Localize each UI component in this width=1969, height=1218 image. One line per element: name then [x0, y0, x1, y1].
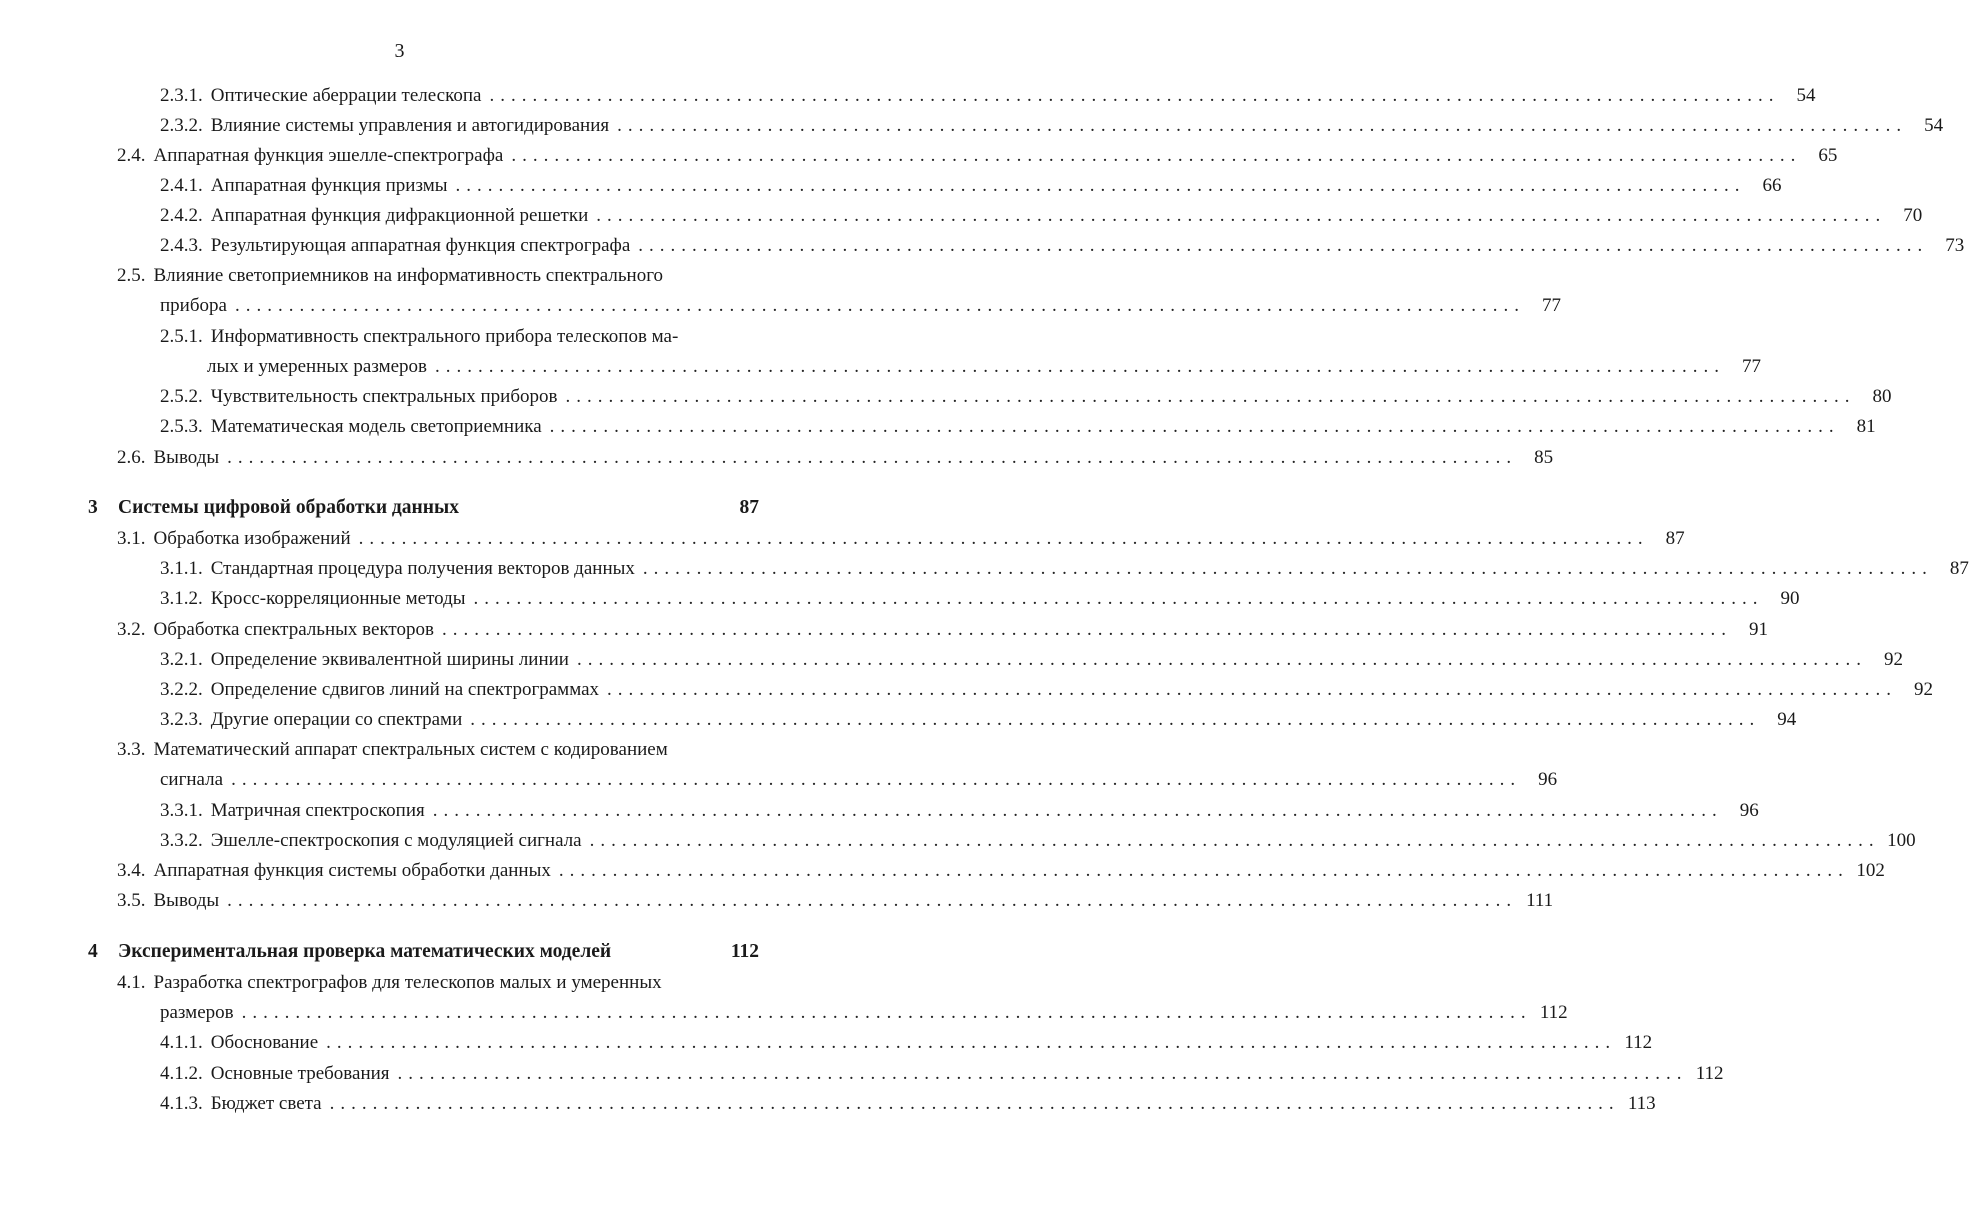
toc-entry-3-3-1: [160, 796, 1759, 826]
entry-page: 73: [1945, 235, 1965, 256]
entry-page: 102: [1856, 860, 1885, 881]
toc-entry-2-4-1: [160, 171, 1782, 201]
entry-title: Стандартная процедура получения векторов данных: [210, 558, 635, 579]
dot-leader: ........................................................................................................................: [441, 619, 1732, 640]
entry-number: 3.2.1.: [160, 649, 203, 670]
entry-number: 3.2.2.: [160, 679, 203, 700]
entry-page: 77: [1742, 356, 1762, 377]
dot-leader: ........................................................................................................................: [489, 85, 1780, 106]
entry-title: Разработка спектрографов для телескопов малых и умеренных: [153, 972, 662, 993]
toc-chapter-3: [88, 492, 759, 524]
entry-page: 112: [1624, 1032, 1653, 1053]
entry-number: 2.5.: [117, 265, 146, 286]
dot-leader: ........................................................................................................................: [638, 235, 1929, 256]
entry-title: Другие операции со спектрами: [210, 709, 463, 730]
entry-title: Оптические аберрации телескопа: [210, 85, 482, 106]
toc-entry-3-3-line2: [160, 765, 1558, 795]
entry-title: Чувствительность спектральных приборов: [210, 386, 558, 407]
entry-page: 90: [1780, 588, 1800, 609]
toc-entry-4-1-line1: [117, 968, 759, 998]
toc-entry-3-5: [117, 886, 1554, 916]
dot-leader: ........................................................................................................................: [435, 356, 1726, 377]
entry-title: Матричная спектроскопия: [210, 800, 425, 821]
entry-title: Влияние системы управления и автогидирования: [210, 115, 610, 136]
entry-page: 91: [1748, 619, 1768, 640]
entry-number: 3.2.: [117, 619, 146, 640]
entry-title: Определение эквивалентной ширины линии: [210, 649, 569, 670]
entry-title: Эшелле-спектроскопия с модуляцией сигнала: [210, 830, 582, 851]
entry-page: 112: [1695, 1063, 1724, 1084]
dot-leader: ........................................................................................................................: [432, 800, 1723, 821]
toc-entry-2-3-2: [160, 111, 1944, 141]
dot-leader: ........................................................................................................................: [642, 558, 1933, 579]
chapter-title: Экспериментальная проверка математических моделей: [118, 941, 612, 962]
entry-page: 100: [1887, 830, 1916, 851]
toc-entry-2-5-2: [160, 382, 1892, 412]
toc-entry-2-4-3: [160, 231, 1965, 261]
entry-number: 3.3.1.: [160, 800, 203, 821]
entry-page: 96: [1538, 769, 1558, 790]
chapter-page: 112: [730, 941, 759, 962]
dot-leader: ........................................................................................................................: [234, 295, 1525, 316]
toc-entry-3-2-3: [160, 705, 1797, 735]
entry-number: 3.5.: [117, 890, 146, 911]
entry-number: 2.3.1.: [160, 85, 203, 106]
entry-page: 70: [1903, 205, 1923, 226]
entry-number: 2.4.3.: [160, 235, 203, 256]
entry-title: Результирующая аппаратная функция спектрографа: [210, 235, 631, 256]
toc-chapter-4: [88, 936, 759, 968]
entry-number: 3.4.: [117, 860, 146, 881]
toc-entry-2-5-1-line1: [160, 322, 759, 352]
entry-page: 113: [1627, 1093, 1656, 1114]
entry-number: 3.3.: [117, 739, 146, 760]
toc-entry-2-5-line2: [160, 291, 1561, 321]
dot-leader: ........................................................................................................................: [565, 386, 1856, 407]
toc-entry-3-1: [117, 524, 1685, 554]
entry-title: Аппаратная функция призмы: [210, 175, 448, 196]
entry-page: 66: [1762, 175, 1782, 196]
chapter-number: 4: [88, 941, 98, 962]
toc-entry-3-2-2: [160, 675, 1934, 705]
dot-leader: ........................................................................................................................: [397, 1063, 1688, 1084]
entry-number: 3.3.2.: [160, 830, 203, 851]
toc-entry-4-1-2: [160, 1059, 1724, 1089]
toc-entry-4-1-1: [160, 1028, 1653, 1058]
toc-entry-4-1-line2: [160, 998, 1568, 1028]
dot-leader: ........................................................................................................................: [227, 890, 1518, 911]
entry-page: 85: [1534, 447, 1554, 468]
chapter-number: 3: [88, 497, 98, 518]
dot-leader: ........................................................................................................................: [558, 860, 1849, 881]
dot-leader: ........................................................................................................................: [358, 528, 1649, 549]
entry-title: Аппаратная функция эшелле-спектрографа: [153, 145, 504, 166]
entry-page: 54: [1924, 115, 1944, 136]
entry-title: Бюджет света: [210, 1093, 322, 1114]
entry-number: 3.1.2.: [160, 588, 203, 609]
entry-title: Информативность спектрального прибора телескопов ма-: [210, 326, 679, 347]
entry-number: 3.1.1.: [160, 558, 203, 579]
dot-leader: ........................................................................................................................: [326, 1032, 1617, 1053]
dot-leader: ........................................................................................................................: [473, 588, 1764, 609]
entry-number: 2.5.1.: [160, 326, 203, 347]
dot-leader: ........................................................................................................................: [227, 447, 1518, 468]
entry-number: 2.5.3.: [160, 416, 203, 437]
toc-entry-3-3-line1: [117, 735, 759, 765]
toc-entry-2-4: [117, 141, 1838, 171]
entry-title-continued: сигнала: [160, 769, 224, 790]
entry-number: 2.3.2.: [160, 115, 203, 136]
entry-page: 80: [1872, 386, 1892, 407]
entry-number: 4.1.1.: [160, 1032, 203, 1053]
entry-title: Обоснование: [210, 1032, 319, 1053]
entry-number: 2.4.1.: [160, 175, 203, 196]
entry-title: Влияние светоприемников на информативность спектрального: [153, 265, 664, 286]
entry-page: 111: [1526, 890, 1554, 911]
page-number: 3: [394, 40, 405, 62]
dot-leader: ........................................................................................................................: [455, 175, 1746, 196]
toc-entry-2-5-1-line2: [207, 352, 1762, 382]
dot-leader: ........................................................................................................................: [607, 679, 1898, 700]
chapter-title: Системы цифровой обработки данных: [118, 497, 459, 518]
entry-page: 54: [1796, 85, 1816, 106]
entry-title: Аппаратная функция дифракционной решетки: [210, 205, 589, 226]
entry-title: Выводы: [153, 447, 220, 468]
entry-number: 2.6.: [117, 447, 146, 468]
toc-entry-2-4-2: [160, 201, 1923, 231]
dot-leader: ........................................................................................................................: [231, 769, 1522, 790]
entry-number: 4.1.2.: [160, 1063, 203, 1084]
dot-leader: ........................................................................................................................: [596, 205, 1887, 226]
toc-entry-4-1-3: [160, 1089, 1656, 1119]
entry-page: 77: [1541, 295, 1561, 316]
dot-leader: ........................................................................................................................: [329, 1093, 1620, 1114]
entry-number: 2.4.2.: [160, 205, 203, 226]
entry-title-continued: размеров: [160, 1002, 234, 1023]
entry-title: Аппаратная функция системы обработки данных: [153, 860, 551, 881]
entry-page: 112: [1539, 1002, 1568, 1023]
entry-page: 87: [1665, 528, 1685, 549]
entry-page: 87: [1949, 558, 1969, 579]
entry-number: 4.1.3.: [160, 1093, 203, 1114]
toc-entry-2-5-3: [160, 412, 1876, 442]
dot-leader: ........................................................................................................................: [470, 709, 1761, 730]
entry-number: 3.1.: [117, 528, 146, 549]
entry-page: 96: [1739, 800, 1759, 821]
chapter-page: 87: [739, 497, 759, 518]
toc-entry-3-2: [117, 615, 1768, 645]
entry-title-continued: прибора: [160, 295, 227, 316]
entry-title: Обработка изображений: [153, 528, 351, 549]
toc-entry-3-3-2: [160, 826, 1916, 856]
entry-number: 4.1.: [117, 972, 146, 993]
entry-title: Обработка спектральных векторов: [153, 619, 434, 640]
entry-title: Основные требования: [210, 1063, 390, 1084]
entry-page: 94: [1777, 709, 1797, 730]
entry-title-continued: лых и умеренных размеров: [207, 356, 428, 377]
dot-leader: ........................................................................................................................: [617, 115, 1908, 136]
entry-page: 65: [1818, 145, 1838, 166]
entry-page: 92: [1914, 679, 1934, 700]
entry-title: Выводы: [153, 890, 220, 911]
entry-number: 2.5.2.: [160, 386, 203, 407]
dot-leader: ........................................................................................................................: [589, 830, 1880, 851]
entry-number: 3.2.3.: [160, 709, 203, 730]
toc-entry-3-2-1: [160, 645, 1903, 675]
entry-page: 92: [1883, 649, 1903, 670]
entry-number: 2.4.: [117, 145, 146, 166]
entry-title: Математическая модель светоприемника: [210, 416, 542, 437]
dot-leader: ........................................................................................................................: [241, 1002, 1532, 1023]
entry-title: Кросс-корреляционные методы: [210, 588, 466, 609]
toc-entry-3-1-2: [160, 584, 1800, 614]
toc-entry-2-5-line1: [117, 261, 759, 291]
entry-page: 81: [1856, 416, 1876, 437]
toc-entry-3-4: [117, 856, 1885, 886]
toc-entry-2-6: [117, 443, 1554, 473]
dot-leader: ........................................................................................................................: [511, 145, 1802, 166]
toc-entry-3-1-1: [160, 554, 1969, 584]
entry-title: Математический аппарат спектральных систем с кодированием: [153, 739, 668, 760]
entry-title: Определение сдвигов линий на спектрограммах: [210, 679, 600, 700]
toc-entry-2-3-1: [160, 81, 1816, 111]
dot-leader: ........................................................................................................................: [576, 649, 1867, 670]
dot-leader: ........................................................................................................................: [549, 416, 1840, 437]
